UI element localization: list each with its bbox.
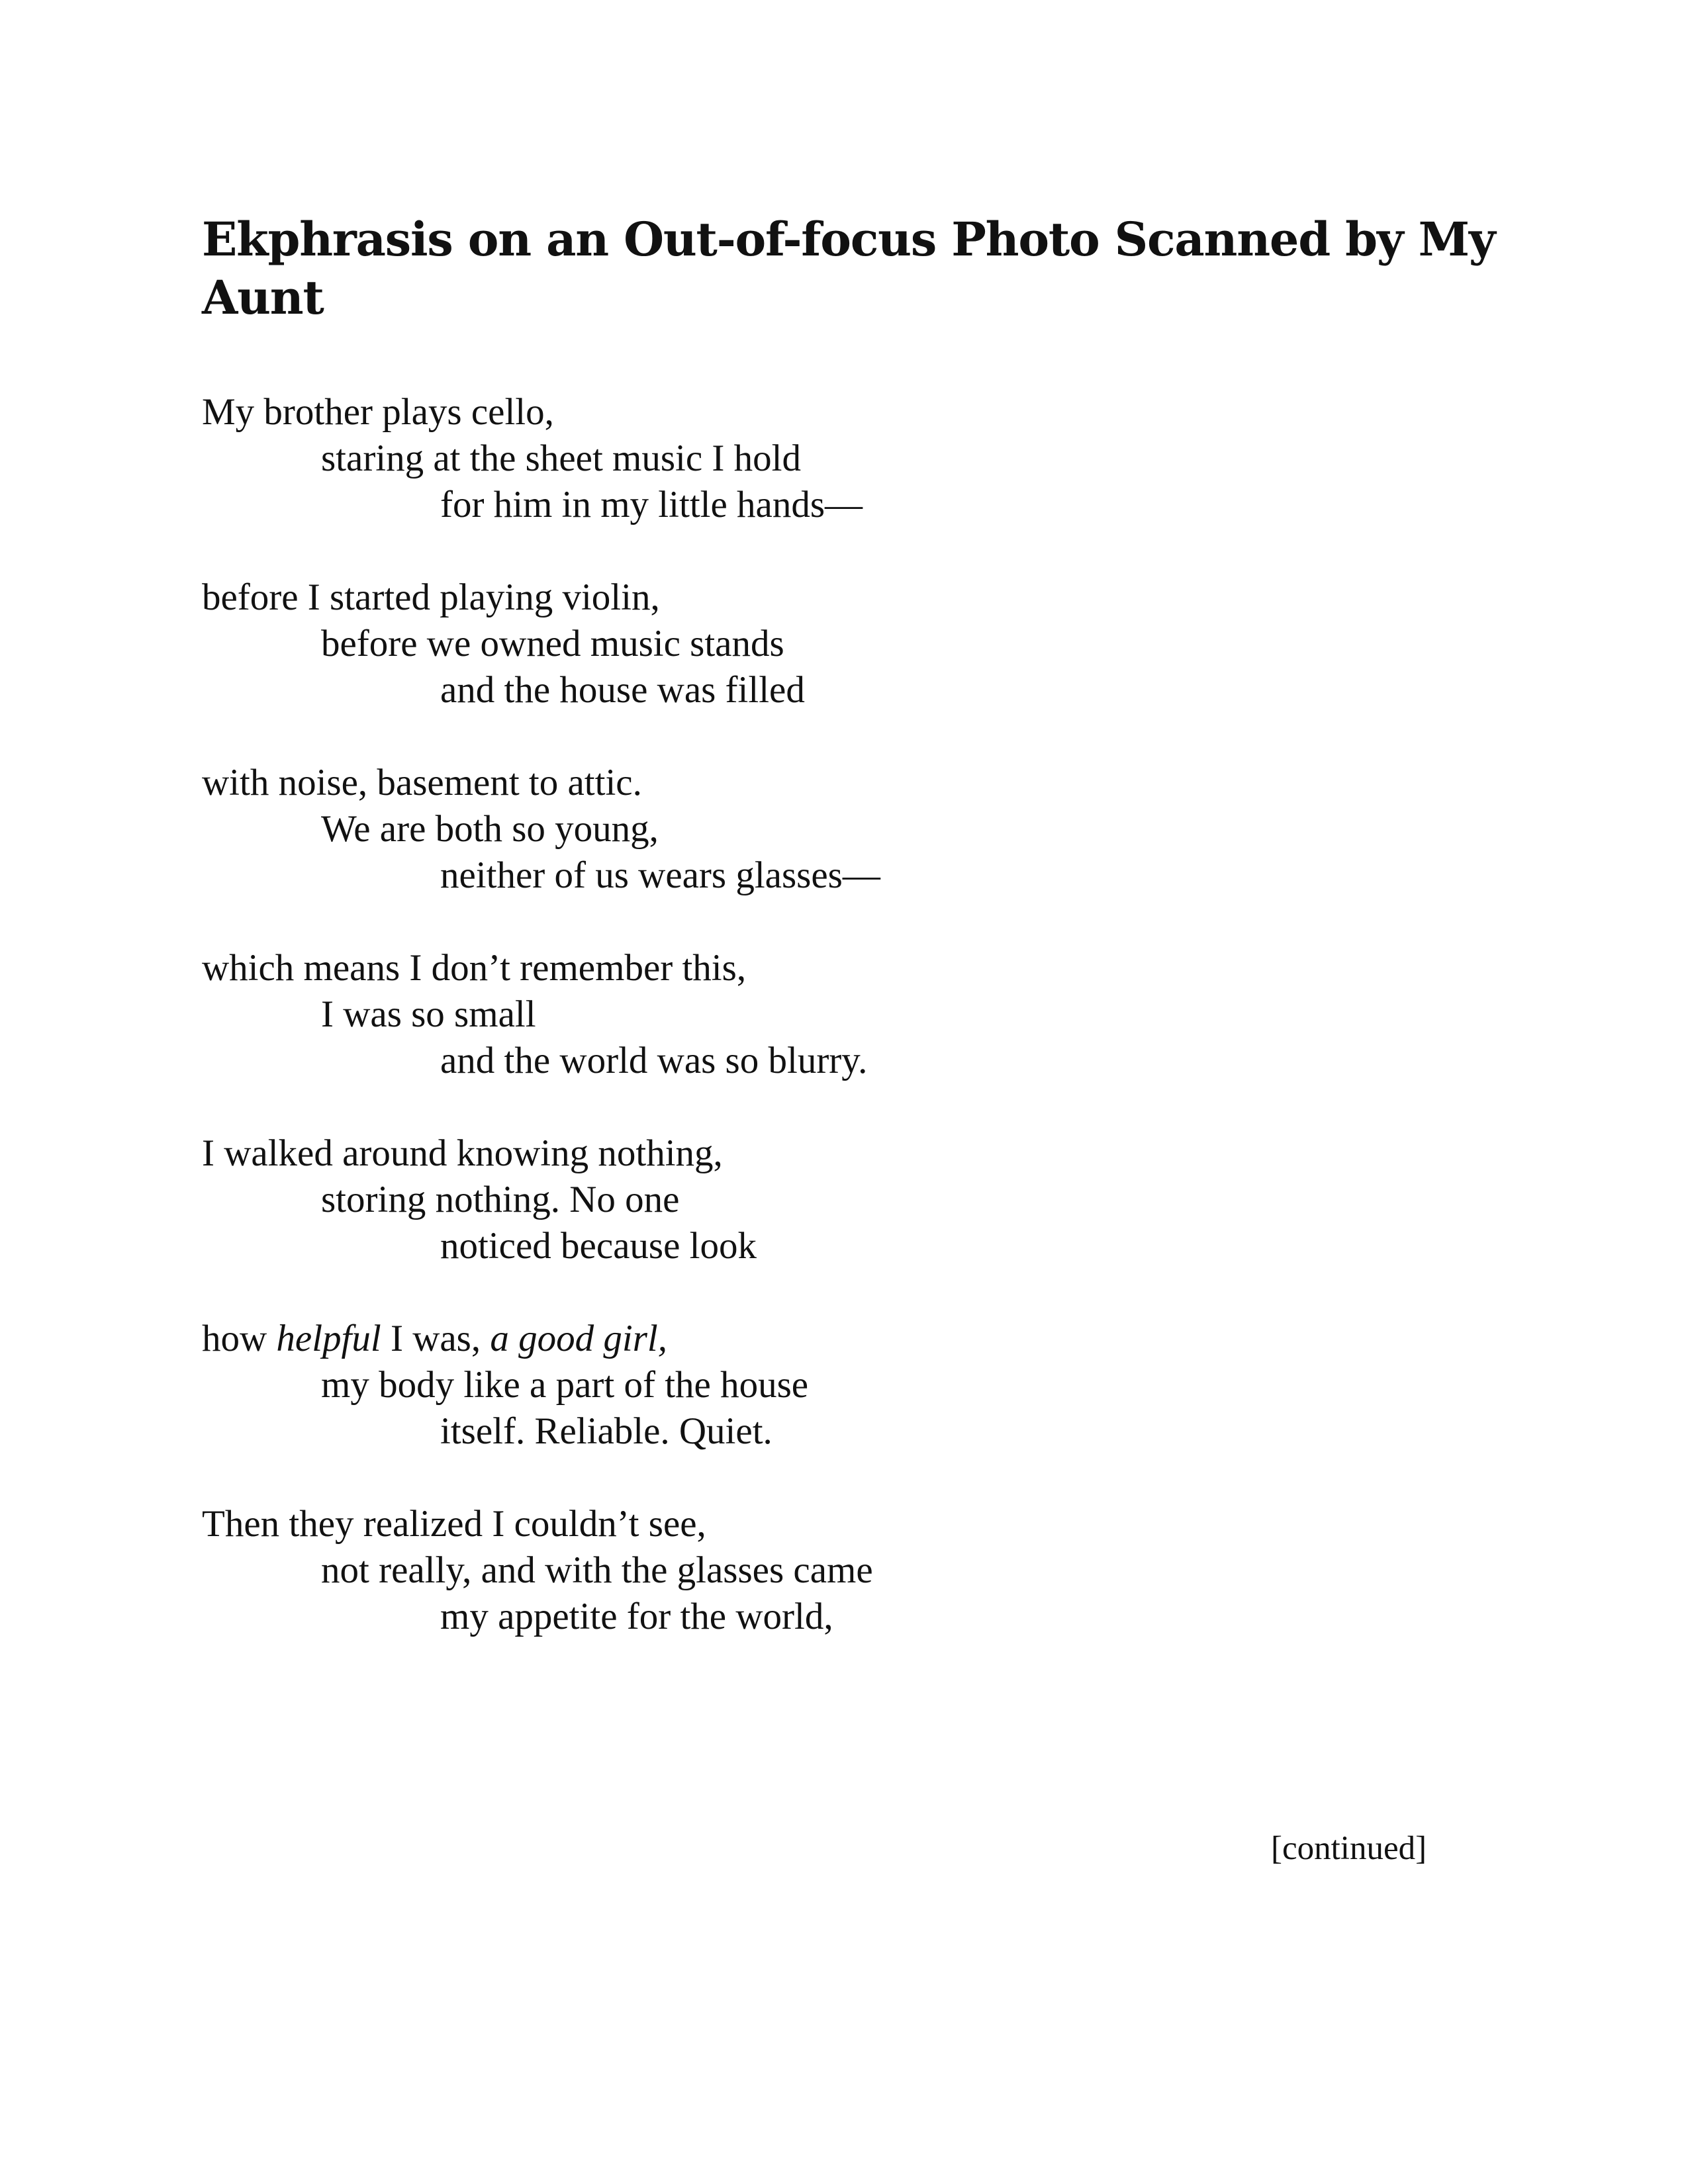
continued-note: [continued]: [1271, 1830, 1427, 1867]
poem-line: which means I don’t remember this,: [202, 947, 747, 989]
poem-line: my appetite for the world,: [440, 1596, 833, 1637]
poem-line: before we owned music stands: [321, 623, 784, 664]
poem-line: neither of us wears glasses—: [440, 854, 880, 896]
poem-line: My brother plays cello,: [202, 391, 554, 433]
stanza-7: [202, 1501, 1460, 1640]
poem-line: storing nothing. No one: [321, 1179, 680, 1220]
poem-line: staring at the sheet music I hold: [321, 437, 801, 479]
line-text: I was,: [381, 1318, 491, 1359]
poem-line: noticed because look: [440, 1225, 757, 1267]
poem-line: itself. Reliable. Quiet.: [440, 1410, 773, 1452]
stanza-6: [202, 1316, 1460, 1455]
poem-line: I was so small: [321, 993, 536, 1035]
stanza-2: [202, 574, 1460, 713]
poem-line: not really, and with the glasses came: [321, 1549, 873, 1591]
poem-line: Then they realized I couldn’t see,: [202, 1503, 706, 1545]
poem-line: I walked around knowing nothing,: [202, 1132, 723, 1174]
poem-line: We are both so young,: [321, 808, 659, 850]
poem-body: [202, 389, 1460, 1686]
poem-title: Ekphrasis on an Out-of-focus Photo Scanned by My Aunt: [202, 212, 1495, 325]
poem-line: with noise, basement to attic.: [202, 762, 642, 803]
stanza-5: [202, 1130, 1460, 1269]
stanza-4: [202, 945, 1460, 1084]
poem-line: before I started playing violin,: [202, 576, 660, 618]
line-text: how: [202, 1318, 277, 1359]
italic-emphasis: helpful: [276, 1318, 381, 1359]
italic-emphasis: a good girl,: [490, 1318, 667, 1359]
stanza-3: [202, 760, 1460, 899]
poem-line-mixed: [202, 1316, 1460, 1362]
poem-line: my body like a part of the house: [321, 1364, 809, 1406]
poem-line: and the house was filled: [440, 669, 805, 711]
poem-line: and the world was so blurry.: [440, 1040, 868, 1081]
stanza-1: [202, 389, 1460, 528]
poem-line: for him in my little hands—: [440, 484, 863, 525]
